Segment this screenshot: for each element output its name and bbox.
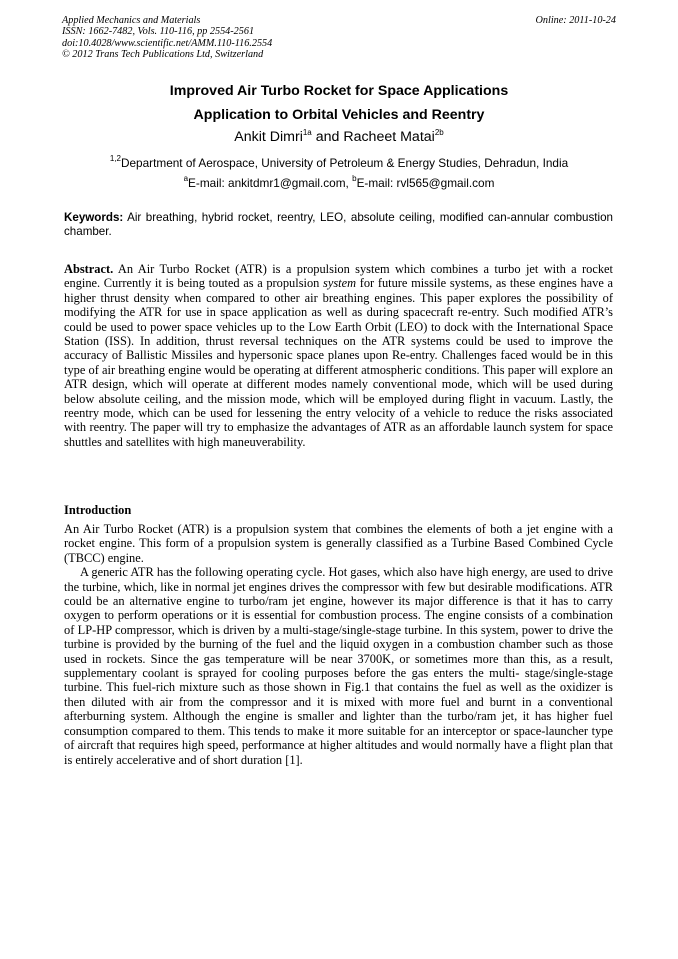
- journal-doi: doi:10.4028/www.scientific.net/AMM.110-116.2554: [62, 37, 273, 49]
- author-emails: [62, 176, 616, 190]
- paper-subtitle: Application to Orbital Vehicles and Reentry: [193, 107, 485, 123]
- affiliation-marker: 1,2: [109, 154, 121, 163]
- journal-name: Applied Mechanics and Materials: [62, 15, 201, 26]
- introduction-body: [64, 522, 613, 767]
- introduction-paragraph-2: A generic ATR has the following operating cycle. Hot gases, which also have high energy, are used to drive the turbine, which, like in normal jet engines drives the compressor with few but desirable modifications. ATR could be an alternative engine to turbo/ram jet engine, however its major difference is that it has to carry oxygen to perform operations or it is essential for combustion process. The engine consists of a combination of LP-HP compressor, which is driven by a multi-stage/single-stage turbine. In this system, power to drive the turbine is provided by the burning of the fuel and the liquid oxygen in a combustion chamber such as those used in rockets. Since the gas temperature will be near 3700K, or sometimes more than this, as a result, supplementary coolant is sprayed for cooling purposes before the gas enters the multi- stage/single-stage turbine. This fuel-rich mixture such as those shown in Fig.1 that contains the fuel as well as the oxidizer is then diluted with air from the compressor and it is mixed with more fuel and burnt in a conventional afterburning system. Although the engine is smaller and lighter than the turbo/ram jet, it has higher fuel consumption compared to them. This tends to make it more suitable for an interceptor or space-launcher type of aircraft that requires high speed, performance at higher altitudes and would normally have a flight plan that is entirely accelerative and of short duration [1].: [64, 565, 613, 767]
- journal-copyright: © 2012 Trans Tech Publications Ltd, Switzerland: [62, 49, 264, 61]
- abstract: [64, 262, 613, 449]
- email-b: E-mail: rvl565@gmail.com: [356, 176, 495, 190]
- author-conjunction: and: [311, 129, 344, 145]
- online-date: Online: 2011-10-24: [535, 15, 616, 26]
- abstract-text-2: for future missile systems, as these engines have a higher thrust density when compared to other air breathing engines. This paper explores the possibility of modifying the ATR for use in space application as well as during spacecraft re-entry. Such modified ATR’s could be used to power space vehicles up to the Low Earth Orbit (LEO) to dock with the International Space Station (ISS). In addition, thrust reversal techniques on the ATR systems could be used to improve the accuracy of Ballistic Missiles and hypersonic space planes upon Re-entry. Challenges faced would be in this type of air breathing engine would be operating at different atmospheric conditions. This paper will explore an ATR design, which will operate at different modes namely conventional mode, which will be used during below absolute ceiling, and the mission mode, which will be employed during flight in vacuum. Lastly, the reentry mode, which can be used for lessening the entry velocity of a vehicle to reduce the risks associated with reentry. The paper will try to emphasize the advantages of ATR as an affordable launch system for space shuttles and satellites with high maneuverability.: [64, 276, 613, 449]
- author-2-marker: 2b: [434, 128, 444, 137]
- journal-issn: ISSN: 1662-7482, Vols. 110-116, pp 2554-2561: [62, 26, 255, 38]
- section-heading-introduction: Introduction: [64, 503, 132, 517]
- journal-header: [62, 15, 616, 61]
- author-1-marker: 1a: [302, 128, 312, 137]
- affiliation-text: Department of Aerospace, University of Petroleum & Energy Studies, Dehradun, India: [120, 156, 569, 170]
- email-b-marker: b: [352, 174, 357, 183]
- abstract-label: Abstract.: [64, 262, 114, 276]
- keywords-label: Keywords:: [64, 211, 124, 224]
- keywords-text: Air breathing, hybrid rocket, reentry, LEO, absolute ceiling, modified can-annular combustion chamber.: [64, 211, 613, 239]
- author-1: Ankit Dimri: [234, 129, 303, 145]
- affiliation: [62, 156, 616, 170]
- author-list: [62, 129, 616, 145]
- paper-title: Improved Air Turbo Rocket for Space Applications: [169, 83, 509, 99]
- email-a-marker: a: [183, 174, 189, 183]
- author-2: Racheet Matai: [343, 129, 435, 145]
- introduction-paragraph-1: An Air Turbo Rocket (ATR) is a propulsion system that combines the elements of both a jet engine with a rocket engine. This form of a propulsion system is generally classified as a Turbine Based Combined Cycle (TBCC) engine.: [64, 522, 613, 565]
- abstract-text-1: An Air Turbo Rocket (ATR) is a propulsion system which combines a turbo jet with a rocket engine. Currently it is being touted as a propulsion: [64, 262, 613, 291]
- abstract-emphasis: system: [323, 276, 357, 291]
- email-a: E-mail: ankitdmr1@gmail.com,: [188, 176, 353, 190]
- keywords: [64, 211, 613, 240]
